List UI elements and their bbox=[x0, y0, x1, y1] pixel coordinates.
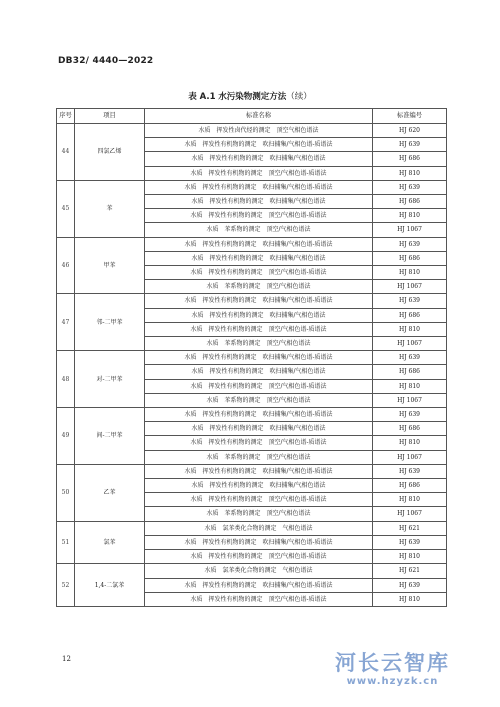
pollutant-item: 四氯乙烯 bbox=[75, 124, 145, 181]
pollutant-item: 对-二甲苯 bbox=[75, 351, 145, 408]
row-number: 49 bbox=[57, 408, 75, 465]
standard-code: HJ 810 bbox=[373, 550, 447, 564]
standard-name: 水质 苯系物的测定 顶空/气相色谱法 bbox=[145, 450, 373, 464]
row-number: 44 bbox=[57, 124, 75, 181]
table-title-suffix: （续） bbox=[286, 92, 312, 102]
col-header-standard-name: 标准名称 bbox=[145, 109, 373, 124]
standard-name: 水质 氯苯类化合物的测定 气相色谱法 bbox=[145, 564, 373, 578]
standard-name: 水质 挥发性有机物的测定 吹扫捕集/气相色谱-质谱法 bbox=[145, 138, 373, 152]
standard-name: 水质 挥发性有机物的测定 吹扫捕集/气相色谱-质谱法 bbox=[145, 578, 373, 592]
standard-name: 水质 挥发性有机物的测定 顶空/气相色谱-质谱法 bbox=[145, 436, 373, 450]
watermark-url: www.hzyzk.cn bbox=[346, 676, 439, 687]
standard-name: 水质 挥发性有机物的测定 顶空/气相色谱-质谱法 bbox=[145, 209, 373, 223]
pollutant-item: 间-二甲苯 bbox=[75, 408, 145, 465]
standard-name: 水质 挥发性有机物的测定 吹扫捕集/气相色谱-质谱法 bbox=[145, 535, 373, 549]
pollutant-item: 甲苯 bbox=[75, 237, 145, 294]
table-label: 表 A.1 bbox=[188, 92, 216, 102]
standard-name: 水质 挥发性有机物的测定 吹扫捕集/气相色谱法 bbox=[145, 422, 373, 436]
standard-code: HJ 639 bbox=[373, 464, 447, 478]
standard-code: HJ 810 bbox=[373, 592, 447, 606]
pollutant-item: 氯苯 bbox=[75, 521, 145, 564]
pollutant-item: 乙苯 bbox=[75, 464, 145, 521]
standard-code: HJ 810 bbox=[373, 436, 447, 450]
standards-table bbox=[56, 108, 447, 607]
standard-name: 水质 挥发性有机物的测定 吹扫捕集/气相色谱-质谱法 bbox=[145, 237, 373, 251]
standard-code: HJ 639 bbox=[373, 138, 447, 152]
standard-name: 水质 苯系物的测定 顶空/气相色谱法 bbox=[145, 280, 373, 294]
standard-code: HJ 639 bbox=[373, 408, 447, 422]
pollutant-item: 苯 bbox=[75, 180, 145, 237]
standard-name: 水质 挥发性有机物的测定 顶空/气相色谱-质谱法 bbox=[145, 166, 373, 180]
pollutant-item: 1,4-二氯苯 bbox=[75, 564, 145, 607]
standard-code: HJ 686 bbox=[373, 251, 447, 265]
standard-code: HJ 686 bbox=[373, 479, 447, 493]
standard-name: 水质 挥发性有机物的测定 吹扫捕集/气相色谱-质谱法 bbox=[145, 351, 373, 365]
table-row bbox=[57, 124, 447, 138]
table-title bbox=[0, 90, 500, 102]
standard-code: HJ 686 bbox=[373, 152, 447, 166]
row-number: 45 bbox=[57, 180, 75, 237]
standard-name: 水质 挥发性有机物的测定 吹扫捕集/气相色谱法 bbox=[145, 152, 373, 166]
standard-code: HJ 810 bbox=[373, 322, 447, 336]
standard-name: 水质 挥发性有机物的测定 顶空/气相色谱-质谱法 bbox=[145, 379, 373, 393]
standard-name: 水质 挥发性有机物的测定 吹扫捕集/气相色谱-质谱法 bbox=[145, 294, 373, 308]
standard-name: 水质 挥发性有机物的测定 吹扫捕集/气相色谱法 bbox=[145, 195, 373, 209]
standard-code: HJ 810 bbox=[373, 379, 447, 393]
standard-code: HJ 620 bbox=[373, 124, 447, 138]
standard-code: HJ 686 bbox=[373, 195, 447, 209]
row-number: 50 bbox=[57, 464, 75, 521]
standard-name: 水质 挥发性卤代烃的测定 顶空气相色谱法 bbox=[145, 124, 373, 138]
standard-code: HJ 1067 bbox=[373, 280, 447, 294]
standard-code: HJ 621 bbox=[373, 564, 447, 578]
standard-name: 水质 挥发性有机物的测定 顶空/气相色谱-质谱法 bbox=[145, 592, 373, 606]
standard-name: 水质 挥发性有机物的测定 吹扫捕集/气相色谱法 bbox=[145, 308, 373, 322]
row-number: 51 bbox=[57, 521, 75, 564]
standard-code: HJ 639 bbox=[373, 237, 447, 251]
standard-name: 水质 挥发性有机物的测定 顶空/气相色谱-质谱法 bbox=[145, 550, 373, 564]
standard-code: HJ 810 bbox=[373, 493, 447, 507]
table-row bbox=[57, 464, 447, 478]
standard-name: 水质 挥发性有机物的测定 顶空/气相色谱-质谱法 bbox=[145, 322, 373, 336]
pollutant-item: 邻-二甲苯 bbox=[75, 294, 145, 351]
row-number: 52 bbox=[57, 564, 75, 607]
table-title-main: 水污染物测定方法 bbox=[218, 92, 287, 102]
page-number: 12 bbox=[62, 655, 71, 663]
standard-name: 水质 挥发性有机物的测定 吹扫捕集/气相色谱-质谱法 bbox=[145, 464, 373, 478]
standard-name: 水质 挥发性有机物的测定 吹扫捕集/气相色谱-质谱法 bbox=[145, 180, 373, 194]
standard-code: HJ 810 bbox=[373, 166, 447, 180]
standard-name: 水质 苯系物的测定 顶空/气相色谱法 bbox=[145, 337, 373, 351]
standard-code: HJ 639 bbox=[373, 535, 447, 549]
standard-code: HJ 639 bbox=[373, 578, 447, 592]
table-body bbox=[57, 124, 447, 607]
standard-code: HJ 639 bbox=[373, 180, 447, 194]
table-row bbox=[57, 351, 447, 365]
standard-name: 水质 挥发性有机物的测定 顶空/气相色谱-质谱法 bbox=[145, 493, 373, 507]
col-header-item: 项目 bbox=[75, 109, 145, 124]
standard-code: HJ 686 bbox=[373, 422, 447, 436]
standard-code: HJ 1067 bbox=[373, 393, 447, 407]
table-header-row bbox=[57, 109, 447, 124]
standard-name: 水质 苯系物的测定 顶空/气相色谱法 bbox=[145, 393, 373, 407]
standard-name: 水质 挥发性有机物的测定 吹扫捕集/气相色谱法 bbox=[145, 365, 373, 379]
standard-name: 水质 挥发性有机物的测定 吹扫捕集/气相色谱法 bbox=[145, 251, 373, 265]
row-number: 46 bbox=[57, 237, 75, 294]
standard-code: HJ 1067 bbox=[373, 337, 447, 351]
standard-code: HJ 686 bbox=[373, 308, 447, 322]
standard-code: HJ 810 bbox=[373, 209, 447, 223]
standard-code: HJ 639 bbox=[373, 294, 447, 308]
standard-code: HJ 1067 bbox=[373, 223, 447, 237]
standard-code: HJ 639 bbox=[373, 351, 447, 365]
table-row bbox=[57, 564, 447, 578]
table-row bbox=[57, 408, 447, 422]
standard-code: HJ 1067 bbox=[373, 507, 447, 521]
standard-name: 水质 苯系物的测定 顶空/气相色谱法 bbox=[145, 223, 373, 237]
watermark-text: 河长云智库 bbox=[335, 651, 450, 675]
standard-name: 水质 挥发性有机物的测定 吹扫捕集/气相色谱-质谱法 bbox=[145, 408, 373, 422]
row-number: 47 bbox=[57, 294, 75, 351]
standard-code: HJ 810 bbox=[373, 266, 447, 280]
row-number: 48 bbox=[57, 351, 75, 408]
table-row bbox=[57, 237, 447, 251]
table-row bbox=[57, 294, 447, 308]
standard-code: HJ 1067 bbox=[373, 450, 447, 464]
standard-code: HJ 686 bbox=[373, 365, 447, 379]
standard-name: 水质 苯系物的测定 顶空/气相色谱法 bbox=[145, 507, 373, 521]
document-code: DB32/ 4440—2022 bbox=[58, 56, 154, 66]
standard-name: 水质 挥发性有机物的测定 吹扫捕集/气相色谱法 bbox=[145, 479, 373, 493]
col-header-standard-code: 标准编号 bbox=[373, 109, 447, 124]
standard-name: 水质 挥发性有机物的测定 顶空/气相色谱-质谱法 bbox=[145, 266, 373, 280]
standard-name: 水质 氯苯类化合物的测定 气相色谱法 bbox=[145, 521, 373, 535]
table-row bbox=[57, 521, 447, 535]
table-row bbox=[57, 180, 447, 194]
col-header-no: 序号 bbox=[57, 109, 75, 124]
watermark-logo bbox=[300, 650, 485, 688]
standard-code: HJ 621 bbox=[373, 521, 447, 535]
